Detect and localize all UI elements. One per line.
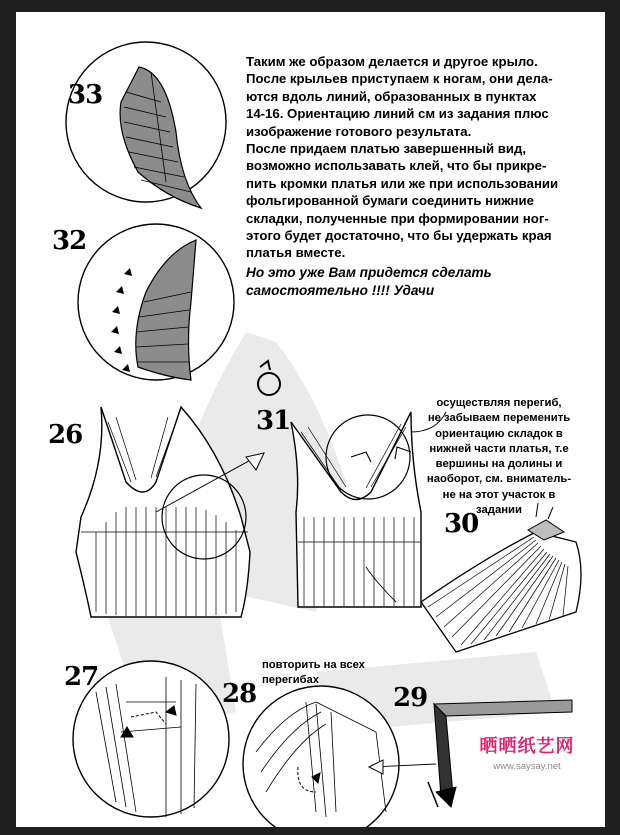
instructions-text <box>246 53 601 300</box>
step-number-30: 30 <box>444 509 479 539</box>
note-line: задании <box>476 504 522 517</box>
instruction-line: После придаем платью завершенный вид, <box>246 141 527 157</box>
note-line: перегибах <box>262 674 319 686</box>
watermark <box>452 732 602 772</box>
repeat-note <box>262 658 392 688</box>
note-line: осуществляя перегиб, <box>436 397 562 409</box>
step-number-32: 32 <box>52 226 87 256</box>
instruction-line: Таким же образом делается и другое крыло. <box>246 54 538 69</box>
instruction-line: изображение готового результата. <box>246 123 472 139</box>
step-number-27: 27 <box>64 662 99 692</box>
instruction-line: складки, полученные при формировании ног- <box>246 210 549 226</box>
fold-note <box>424 396 574 518</box>
note-line: не забываем переменить <box>427 412 571 425</box>
step-number-33: 33 <box>68 80 103 110</box>
instruction-line: возможно использавать клей, что бы прикре- <box>246 158 547 174</box>
step-number-31: 31 <box>256 406 291 436</box>
instruction-line: ются вдоль линий, образованных в пунктах <box>246 88 537 104</box>
instruction-line: 14-16. Ориентацию линий см из задания плюс <box>246 106 549 122</box>
step-33-diagram <box>66 42 226 208</box>
watermark-url: www.saysay.net <box>493 761 561 772</box>
closing-line: самостоятельно !!!! Удачи <box>246 282 435 298</box>
instruction-line: этого будет достаточно, что бы удержать края <box>246 228 552 244</box>
instruction-line: платья вместе. <box>246 245 346 261</box>
instruction-line: пить кромки платья или же при использовании <box>246 175 559 191</box>
instruction-line: После крыльев приступаем к ногам, они дела- <box>246 71 553 87</box>
step-number-29: 29 <box>393 683 428 713</box>
instruction-sheet <box>16 12 605 827</box>
step-32-diagram <box>78 224 234 380</box>
note-line: ориентацию складок в <box>435 427 563 440</box>
instruction-line: фольгированной бумаги соединить нижние <box>246 193 534 209</box>
step-number-26: 26 <box>48 420 83 450</box>
watermark-logo: 晒晒纸艺网 <box>479 736 575 756</box>
note-line: нижней части платья, т.е <box>429 442 569 455</box>
note-line: повторить на всех <box>262 659 365 671</box>
step-number-28: 28 <box>222 679 257 709</box>
note-line: не на этот участок в <box>442 488 556 501</box>
note-line: вершины на долины и <box>435 458 563 471</box>
closing-line: Но это уже Вам придется сделать <box>246 264 492 280</box>
note-line: наоборот, см. вниматель- <box>426 473 572 486</box>
